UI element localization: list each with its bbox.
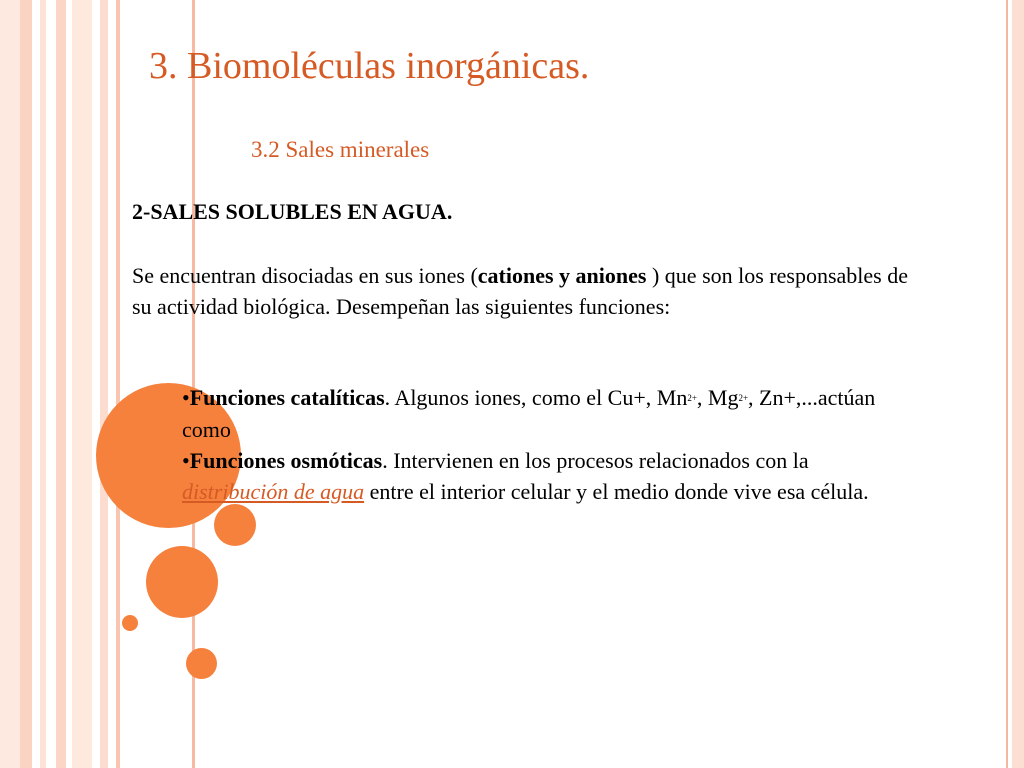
slide-subtitle: 3.2 Sales minerales [251, 137, 430, 162]
list-item-catalytic [182, 382, 902, 445]
distribution-link[interactable]: distribución de agua [182, 479, 365, 504]
stripe [1006, 0, 1008, 768]
circle-small [214, 504, 256, 546]
intro-bold-term: cationes y aniones [477, 263, 647, 288]
bullet-text: entre el interior celular y el medio donde vive esa célula. [364, 479, 869, 504]
stripe [72, 0, 92, 768]
stripe [100, 0, 108, 768]
bullet-title: Funciones osmóticas [189, 448, 383, 473]
intro-text: ) que son los responsables de su actividad biológica. Desempeñan las siguientes funciones: [132, 263, 908, 319]
list-item-osmotic [182, 445, 902, 507]
bullet-text: , Zn+,...actúan como [182, 385, 876, 442]
bullet-text: . Intervienen en los procesos relacionados con la [382, 448, 809, 473]
bullet-marker: • [182, 385, 190, 410]
bullet-text: , Mg [696, 385, 739, 410]
intro-paragraph [132, 260, 932, 322]
bullet-title: Funciones catalíticas [189, 385, 385, 410]
slide-title: 3. Biomoléculas inorgánicas. [149, 45, 590, 87]
function-list [182, 382, 902, 507]
superscript: 2+ [687, 393, 697, 403]
circle-medium [146, 546, 218, 618]
stripe [1012, 0, 1024, 768]
section-heading: 2-SALES SOLUBLES EN AGUA. [132, 199, 453, 224]
intro-text: Se encuentran disociadas en sus iones ( [132, 263, 478, 288]
superscript: 2+ [738, 393, 749, 403]
circle-small [186, 648, 217, 679]
circle-tiny [122, 615, 138, 631]
stripe [40, 0, 46, 768]
stripe [56, 0, 66, 768]
bullet-marker: • [182, 448, 190, 473]
bullet-text: . Algunos iones, como el Cu+, Mn [384, 385, 688, 410]
stripe [0, 0, 20, 768]
stripe [20, 0, 32, 768]
stripe [116, 0, 120, 768]
